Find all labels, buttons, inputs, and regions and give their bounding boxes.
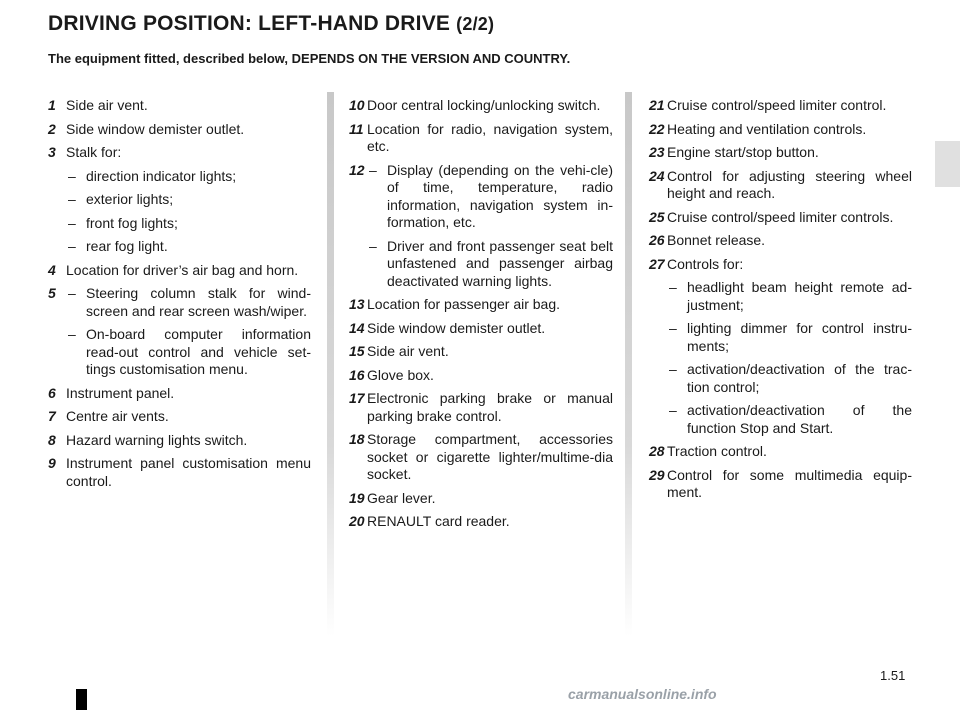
item-text: Location for radio, navigation system, etc. [367, 120, 613, 154]
item-text: Electronic parking brake or manual parking brake control. [367, 390, 613, 424]
list-item [349, 162, 613, 291]
list-item [649, 256, 912, 438]
sub-item-text: headlight beam height remote ad-justment; [687, 279, 912, 313]
item-text: Traction control. [667, 443, 767, 459]
list-item [349, 513, 613, 531]
item-number: 16 [349, 366, 365, 383]
item-text: Hazard warning lights switch. [66, 431, 248, 448]
item-number: 18 [349, 431, 365, 447]
item-number: 23 [649, 144, 665, 160]
item-text: Instrument panel. [66, 384, 175, 401]
item-number: 14 [349, 319, 365, 336]
item-text: Gear lever. [367, 489, 436, 506]
sub-item [667, 279, 912, 314]
list-item [649, 467, 912, 502]
sub-item [66, 238, 311, 256]
sub-item-text: On-board computer information read-out control and vehicle set-tings customisation menu. [86, 326, 311, 377]
column-1 [48, 97, 311, 496]
item-text: RENAULT card reader. [367, 513, 510, 529]
item-number: 7 [48, 408, 56, 424]
item-text: Storage compartment, accessories socket or cigarette lighter/multime-dia socket. [367, 431, 613, 482]
item-number: 24 [649, 167, 665, 184]
item-number: 17 [349, 390, 365, 406]
item-number: 9 [48, 455, 56, 471]
title-text: DRIVING POSITION: LEFT-HAND DRIVE [48, 12, 451, 35]
item-number: 8 [48, 431, 56, 448]
page-title [48, 12, 494, 36]
dash: – [369, 237, 377, 254]
dash: – [68, 326, 76, 342]
sub-item-text: exterior lights; [86, 191, 174, 207]
list-item [649, 168, 912, 203]
sub-item [66, 191, 311, 209]
sub-item-text: Display (depending on the vehi-cle) of time, temperature, radio information, navigation system in-formation, etc. [387, 161, 613, 230]
item-number: 26 [649, 232, 665, 248]
item-number: 11 [349, 120, 364, 137]
item-text: Heating and ventilation controls. [667, 120, 867, 137]
list-item [349, 343, 613, 361]
item-number: 1 [48, 97, 56, 113]
item-number: 19 [349, 489, 365, 506]
list-item [649, 443, 912, 461]
item-number: 20 [349, 513, 365, 529]
item-text: Location for passenger air bag. [367, 296, 561, 312]
list-item [349, 296, 613, 314]
list-item [349, 490, 613, 508]
item-number: 25 [649, 208, 665, 225]
sub-item [667, 402, 912, 437]
dash: – [669, 361, 677, 377]
sub-item-text: Driver and front passenger seat belt unfastened and passenger airbag deactivated warning lights. [387, 237, 613, 289]
item-number: 13 [349, 296, 365, 312]
sub-item [66, 168, 311, 186]
column-2 [349, 97, 613, 537]
page-number: 1.51 [880, 668, 906, 683]
dash: – [68, 285, 76, 301]
column-divider-1 [327, 92, 334, 637]
item-number: 10 [349, 97, 365, 113]
list-item [349, 121, 613, 156]
item-number: 29 [649, 466, 665, 483]
corner-crop-mark [76, 689, 87, 710]
watermark: carmanualsonline.info [568, 686, 717, 702]
item-text: Door central locking/unlocking switch. [367, 97, 601, 113]
sub-item [66, 326, 311, 379]
list-item [649, 232, 912, 250]
sub-item [367, 238, 613, 291]
sub-item [367, 162, 613, 232]
item-text: Cruise control/speed limiter controls. [667, 208, 894, 225]
dash: – [68, 167, 76, 184]
item-number: 12 [349, 161, 365, 178]
item-text: Bonnet release. [667, 232, 766, 248]
list-item [649, 97, 912, 115]
list-item [48, 408, 311, 426]
title-page-indicator: (2/2) [456, 14, 495, 34]
sub-item [66, 285, 311, 320]
item-number: 5 [48, 285, 56, 301]
sub-item-text: activation/deactivation of the function Stop and Start. [687, 402, 912, 436]
page-subtitle: The equipment fitted, described below, DEPENDS ON THE VERSION AND COUNTRY. [48, 51, 571, 66]
column-3 [649, 97, 912, 508]
sub-item-text: rear fog light. [86, 238, 168, 254]
list-item [48, 262, 311, 280]
sub-item [667, 361, 912, 396]
section-tab [935, 141, 960, 187]
item-text: Controls for: [667, 255, 744, 272]
list-item [48, 97, 311, 115]
item-text: Control for some multimedia equip-ment. [667, 466, 912, 500]
list-item [349, 431, 613, 484]
list-item [349, 97, 613, 115]
item-text: Side air vent. [66, 97, 148, 113]
item-text: Side window demister outlet. [66, 120, 245, 137]
item-number: 3 [48, 144, 56, 160]
sub-item-text: direction indicator lights; [86, 167, 237, 184]
item-text: Centre air vents. [66, 408, 169, 424]
list-item [48, 285, 311, 379]
item-number: 27 [649, 255, 665, 272]
list-item [48, 121, 311, 139]
dash: – [669, 402, 677, 418]
item-number: 15 [349, 343, 365, 359]
sub-item-text: Steering column stalk for wind-screen and rear screen wash/wiper. [86, 285, 311, 319]
item-number: 2 [48, 120, 56, 137]
item-text: Instrument panel customisation menu control. [66, 455, 311, 489]
item-text: Control for adjusting steering wheel height and reach. [667, 167, 912, 201]
list-item [48, 144, 311, 256]
item-number: 21 [649, 97, 665, 113]
sub-item [66, 215, 311, 233]
dash: – [68, 191, 76, 207]
list-item [649, 209, 912, 227]
sub-item-text: front fog lights; [86, 214, 178, 231]
dash: – [369, 161, 377, 178]
item-number: 6 [48, 384, 56, 401]
item-text: Side window demister outlet. [367, 319, 546, 336]
list-item [48, 385, 311, 403]
column-divider-2 [625, 92, 632, 637]
dash: – [68, 214, 76, 231]
item-text: Location for driver’s air bag and horn. [66, 261, 299, 278]
list-item [48, 432, 311, 450]
item-text: Side air vent. [367, 343, 449, 359]
list-item [349, 390, 613, 425]
dash: – [68, 238, 76, 254]
item-text: Cruise control/speed limiter control. [667, 97, 887, 113]
dash: – [669, 320, 677, 336]
list-item [649, 121, 912, 139]
list-item [349, 367, 613, 385]
sub-item [667, 320, 912, 355]
item-text: Engine start/stop button. [667, 144, 819, 160]
sub-item-text: lighting dimmer for control instru-ments; [687, 320, 912, 354]
item-number: 22 [649, 120, 665, 137]
list-item [649, 144, 912, 162]
item-number: 4 [48, 261, 56, 278]
sub-item-text: activation/deactivation of the trac-tion control; [687, 361, 912, 395]
item-text: Stalk for: [66, 144, 122, 160]
item-number: 28 [649, 443, 665, 459]
item-text: Glove box. [367, 366, 434, 383]
dash: – [669, 279, 677, 295]
list-item [349, 320, 613, 338]
list-item [48, 455, 311, 490]
